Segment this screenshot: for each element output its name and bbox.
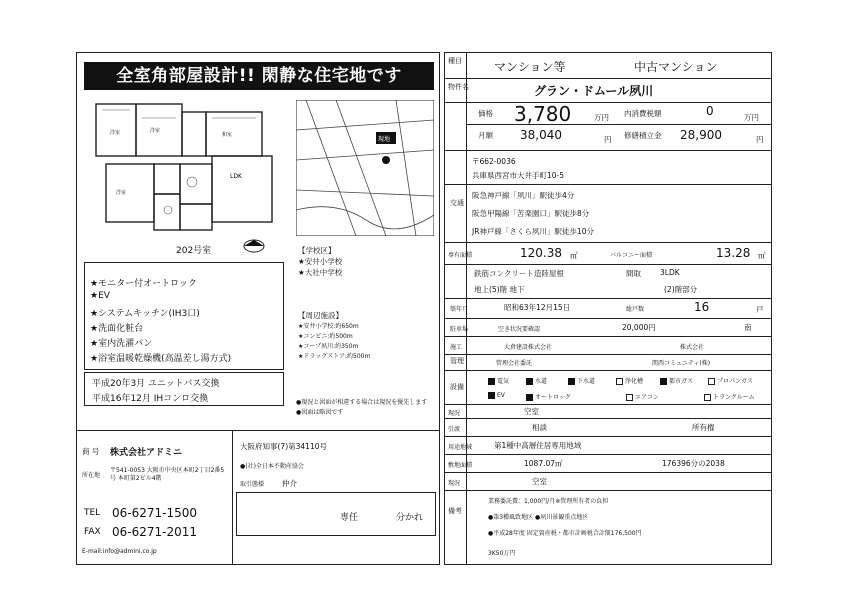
status: 空室: [532, 477, 547, 486]
built-label: 築年月: [450, 306, 469, 313]
checkbox-empty-icon: [704, 394, 711, 401]
fax-label: FAX: [84, 527, 101, 537]
current-status: 空室: [524, 407, 539, 416]
price-label: 価格: [478, 109, 493, 118]
zoning: 第1種中高層住居専用地域: [494, 441, 582, 450]
seller-name: 株式会社: [680, 344, 705, 351]
access-line: 阪急神戸線「夙川」駅徒歩4分: [472, 191, 575, 200]
feature-item: ★洗面化粧台: [90, 324, 144, 334]
divider: [466, 124, 772, 125]
access-line: JR神戸線「さくら夙川」駅徒歩10分: [472, 227, 594, 236]
divider: [76, 430, 440, 431]
feature-item: ★浴室温暖乾燥機(高温差し湯方式): [90, 354, 232, 364]
right-sheet: [444, 52, 772, 565]
facility-label: トランクルーム: [713, 394, 755, 401]
facility-item: [616, 376, 643, 385]
feature-item: ★室内洗濯パン: [90, 339, 153, 349]
floor-plan: [92, 98, 290, 240]
property-subcategory: 中古マンション: [634, 60, 718, 74]
balcony-unit: ㎡: [758, 251, 766, 260]
units-value: 16: [694, 300, 710, 314]
property-category: マンション等: [494, 60, 566, 74]
feature-item: ★システムキッチン(IH3口): [90, 309, 200, 319]
area-value: 120.38: [520, 246, 562, 260]
checkbox-checked-icon: [526, 378, 533, 385]
facility-label: 水道: [535, 378, 548, 385]
row-label: 現況: [448, 410, 461, 417]
facility-label: 電気: [497, 378, 510, 385]
divider: [444, 242, 772, 243]
facility-label: エアコン: [635, 394, 659, 401]
mgmt-fee-value: 38,040: [520, 128, 562, 142]
facility-item: [568, 376, 595, 385]
svg-text:LDK: LDK: [230, 173, 242, 180]
parking-fee: 20,000円: [622, 323, 656, 332]
checkbox-checked-icon: [488, 378, 495, 385]
divider: [444, 298, 772, 299]
renovation-item: 平成20年3月 ユニットバス交換: [92, 379, 220, 389]
checkbox-empty-icon: [708, 378, 715, 385]
row-label: 敷地面積: [448, 462, 473, 469]
tax-label: 内消費税額: [624, 109, 662, 118]
facility-item: [526, 376, 547, 385]
svg-text:洋室: 洋室: [150, 128, 161, 134]
land-right: 所有権: [692, 423, 715, 432]
kind-split: 分かれ: [396, 513, 424, 523]
mgmt-fee-unit: 円: [604, 135, 612, 144]
tax-unit: 万円: [744, 113, 759, 122]
checkbox-checked-icon: [568, 378, 575, 385]
divider: [444, 354, 772, 355]
compass-icon: [240, 236, 268, 256]
row-label: 設備: [450, 383, 464, 391]
remark-line: ●第3種風致地区 ●夙川景観重点地区: [488, 514, 589, 521]
parking-status: 空き状況要確認: [498, 326, 541, 333]
company-address: 〒541-0053 大阪市中央区本町2丁目2番5号 本町第2ビル4階: [110, 467, 225, 482]
divider: [444, 150, 772, 151]
area-unit: ㎡: [570, 251, 578, 260]
divider: [444, 454, 772, 455]
note: ●図面は略図です: [296, 409, 344, 416]
row-label: 用途地域: [448, 444, 473, 451]
divider: [444, 184, 772, 185]
nearby-item: ★コープ夙川:約350m: [298, 343, 359, 350]
license-number: 大阪府知事(7)第34110号: [240, 442, 327, 451]
built-date: 昭和63年12月15日: [504, 303, 571, 312]
divider: [444, 264, 772, 265]
checkbox-checked-icon: [660, 378, 667, 385]
postal-code: 〒662-0036: [472, 157, 516, 166]
builder-label: 施工: [450, 344, 463, 351]
row-label: 備考: [448, 507, 462, 515]
association-info: ●(社)全日本不動産協会: [240, 463, 304, 470]
kind-exclusive: 専任: [340, 513, 359, 523]
facility-label: プロパンガス: [717, 378, 754, 385]
divider: [444, 472, 772, 473]
property-address: 兵庫県西宮市大井手町10-5: [472, 171, 565, 180]
divider: [444, 336, 772, 337]
facility-item: [704, 392, 755, 401]
area-map: [296, 100, 434, 236]
balcony-label: バルコニー面積: [610, 252, 653, 259]
checkbox-checked-icon: [488, 392, 495, 399]
builder-name: 大倉建設株式会社: [504, 344, 553, 351]
divider: [444, 490, 772, 491]
management-company: 関西コミュニティ(株): [652, 360, 711, 367]
facility-label: オートロック: [535, 394, 571, 401]
facility-label: 都市ガス: [669, 378, 694, 385]
divider: [444, 318, 772, 319]
room-number-label: 202号室: [176, 246, 212, 256]
floors: 地上(5)階 地下: [474, 285, 525, 294]
facility-item: [626, 392, 659, 401]
tel-label: TEL: [84, 508, 101, 518]
floor-number: (2)階部分: [664, 285, 698, 294]
tax-value: 0: [706, 104, 714, 118]
access-line: 阪急甲陽線「苦楽園口」駅徒歩8分: [472, 209, 590, 218]
facility-label: 下水道: [577, 378, 596, 385]
row-label: 交通: [450, 199, 464, 207]
repair-fee-label: 修繕積立金: [624, 131, 662, 140]
site-area: 1087.07㎡: [524, 459, 563, 468]
repair-fee-value: 28,900: [680, 128, 722, 142]
checkbox-checked-icon: [526, 394, 533, 401]
transaction-label: 取引態様: [240, 481, 265, 488]
svg-text:洋室: 洋室: [116, 190, 127, 196]
svg-text:和室: 和室: [222, 132, 233, 138]
nearby-item: ★安井小学校:約650m: [298, 323, 359, 330]
note: ●現況と図面が相違する場合は現況を優先します: [296, 399, 428, 406]
row-label: 管理: [450, 357, 464, 365]
row-label: 現況: [448, 480, 461, 487]
remark-line: ●平成28年度 固定資産税・都市計画税合計額176,500円: [488, 530, 642, 537]
feature-item: ★EV: [90, 291, 110, 301]
mgmt-fee-label: 月額: [478, 131, 493, 140]
row-label: 種目: [448, 57, 462, 65]
svg-text:洋室: 洋室: [110, 130, 121, 136]
svg-text:現地: 現地: [378, 136, 391, 143]
facility-item: [488, 376, 509, 385]
divider: [444, 404, 772, 405]
fax-number: 06-6271-2011: [112, 525, 198, 539]
school-item: ★大社中学校: [298, 268, 343, 277]
repair-fee-unit: 円: [756, 135, 764, 144]
price-unit: 万円: [594, 113, 609, 122]
tel-number: 06-6271-1500: [112, 506, 198, 520]
units-label: 総戸数: [626, 306, 645, 313]
facility-item: [526, 392, 571, 401]
renovation-item: 平成16年12月 IHコンロ交換: [92, 394, 209, 404]
feature-item: ★モニター付オートロック: [90, 279, 197, 289]
commission-note: 3K50万円: [488, 550, 516, 557]
school-item: ★安井小学校: [298, 257, 343, 266]
site-share: 176396分の2038: [662, 459, 725, 468]
banner-headline: 全室角部屋設計!! 閑静な住宅地です: [84, 62, 434, 90]
divider: [444, 102, 772, 103]
facility-item: [660, 376, 693, 385]
nearby-item: ★コンビニ:約500m: [298, 333, 353, 340]
management-form: 管理会社委託: [496, 360, 533, 367]
structure: 鉄筋コンクリート造陸屋根: [474, 269, 564, 278]
transaction-type: 仲介: [282, 479, 297, 488]
nearby-item: ★ドラッグストア:約500m: [298, 353, 371, 360]
parking-label: 駐車場: [450, 326, 469, 333]
property-name: グラン・ドムール夙川: [534, 84, 654, 98]
row-label: 物件名: [448, 83, 469, 91]
units-unit: 戸: [756, 305, 764, 314]
divider: [232, 430, 233, 565]
trade-name-label: 商 号: [82, 447, 100, 456]
checkbox-empty-icon: [616, 378, 623, 385]
school-title: 【学校区】: [298, 246, 336, 255]
checkbox-empty-icon: [626, 394, 633, 401]
balcony-value: 13.28: [716, 246, 751, 260]
facility-label: EV: [497, 392, 505, 399]
price-value: 3,780: [514, 102, 572, 126]
direction: 南: [744, 323, 752, 332]
divider: [444, 370, 772, 371]
facility-label: 浄化槽: [625, 378, 644, 385]
facility-item: [708, 376, 753, 385]
layout-value: 3LDK: [660, 268, 680, 277]
nearby-title: 【周辺施設】: [298, 311, 343, 320]
layout-label: 間取: [626, 269, 641, 278]
facility-item: [488, 392, 505, 399]
address-label: 所在地: [82, 472, 101, 479]
divider: [444, 418, 772, 419]
email-address[interactable]: E-mail:info@admini.co.jp: [82, 548, 157, 555]
divider: [444, 436, 772, 437]
delivery: 相談: [532, 423, 547, 432]
row-label: 引渡: [448, 426, 461, 433]
company-name: 株式会社アドミニ: [110, 448, 183, 458]
divider: [444, 78, 772, 79]
area-label: 専有面積: [448, 252, 473, 259]
remark-line: 業務委託費：1,000円/月※管理所有者の負担: [488, 498, 609, 505]
